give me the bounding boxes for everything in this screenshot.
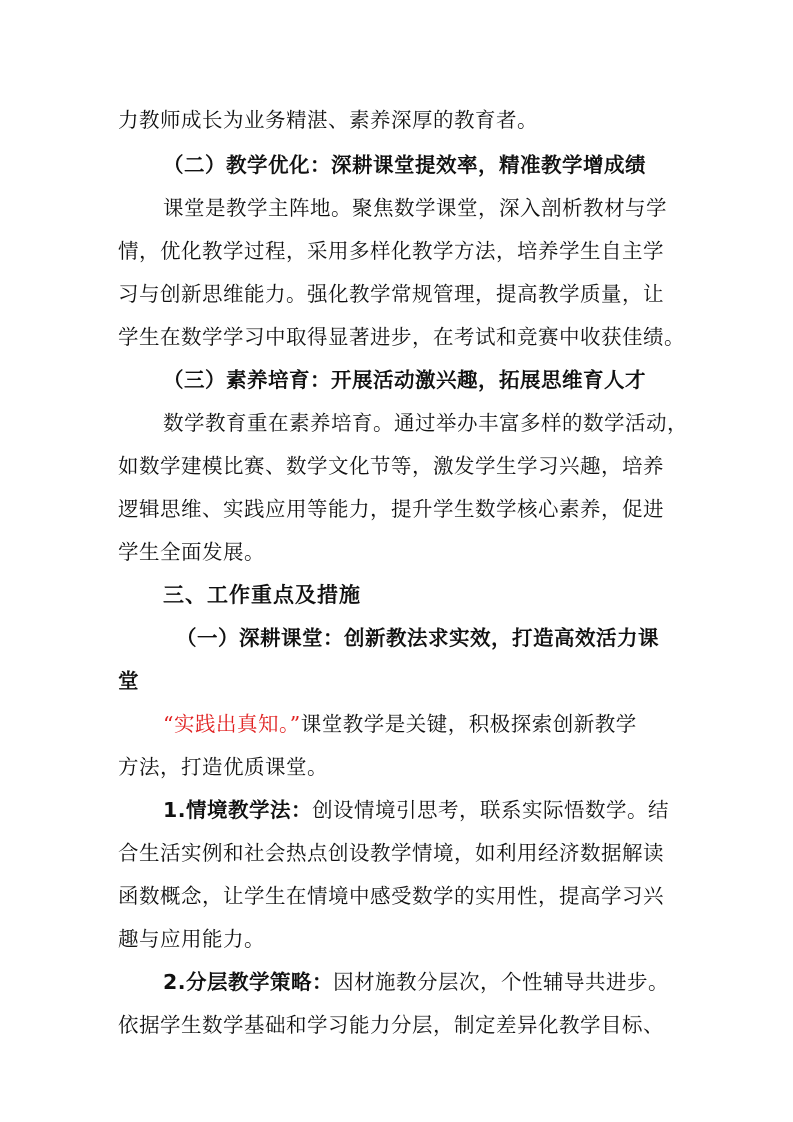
paragraph-line: 方法，打造优质课堂。: [118, 755, 328, 779]
paragraph-line: 情，优化教学过程，采用多样化教学方法，培养学生自主学: [118, 239, 664, 263]
paragraph-line: 学生全面发展。: [118, 540, 265, 564]
paragraph-line: 课堂是教学主阵地。聚焦数学课堂，深入剖析教材与学: [163, 196, 667, 220]
paragraph-line: 函数概念，让学生在情境中感受数学的实用性，提高学习兴: [118, 884, 664, 908]
paragraph-line: 如数学建模比赛、数学文化节等，激发学生学习兴趣，培养: [118, 454, 664, 478]
paragraph-line: 力教师成长为业务精湛、素养深厚的教育者。: [118, 108, 538, 132]
section-title: 深耕课堂：创新教法求实效，打造高效活力课: [239, 626, 659, 650]
list-item-text: 创设情境引思考，联系实际悟数学。结: [312, 798, 670, 822]
section-label: （二）: [163, 153, 226, 177]
paragraph-line: 合生活实例和社会热点创设教学情境，如利用经济数据解读: [118, 841, 664, 865]
paragraph-line: 逻辑思维、实践应用等能力，提升学生数学核心素养，促进: [118, 497, 664, 521]
section-2-2-heading: [163, 152, 723, 178]
quote-highlight: “实践出真知。”: [163, 712, 301, 736]
paragraph-line: 趣与应用能力。: [118, 927, 265, 951]
list-item-label: 1.情境教学法：: [163, 798, 313, 822]
paragraph-line: [163, 711, 723, 737]
list-item-label: 2.分层教学策略：: [163, 970, 334, 994]
section-3-1-heading-continued: 堂: [118, 669, 139, 693]
list-item-1: [163, 797, 723, 823]
paragraph-line: 学生在数学学习中取得显著进步，在考试和竞赛中收获佳绩。: [118, 325, 685, 349]
section-3-1-heading: [176, 625, 736, 651]
section-title: 教学优化：深耕课堂提效率，精准教学增成绩: [226, 153, 646, 177]
list-item-2: [163, 969, 723, 995]
paragraph-text: 课堂教学是关键，积极探索创新教学: [300, 712, 637, 736]
paragraph-line: 习与创新思维能力。强化教学常规管理，提高教学质量，让: [118, 282, 664, 306]
section-label: （三）: [163, 368, 226, 392]
list-item-text: 因材施教分层次，个性辅导共进步。: [333, 970, 670, 994]
section-2-3-heading: [163, 367, 723, 393]
section-title: 素养培育：开展活动激兴趣，拓展思维育人才: [226, 368, 646, 392]
paragraph-line: 依据学生数学基础和学习能力分层，制定差异化教学目标、: [118, 1013, 664, 1037]
paragraph-line: 数学教育重在素养培育。通过举办丰富多样的数学活动，: [163, 411, 688, 435]
section-3-heading: 三、工作重点及措施: [163, 583, 361, 607]
section-label: （一）: [176, 626, 239, 650]
